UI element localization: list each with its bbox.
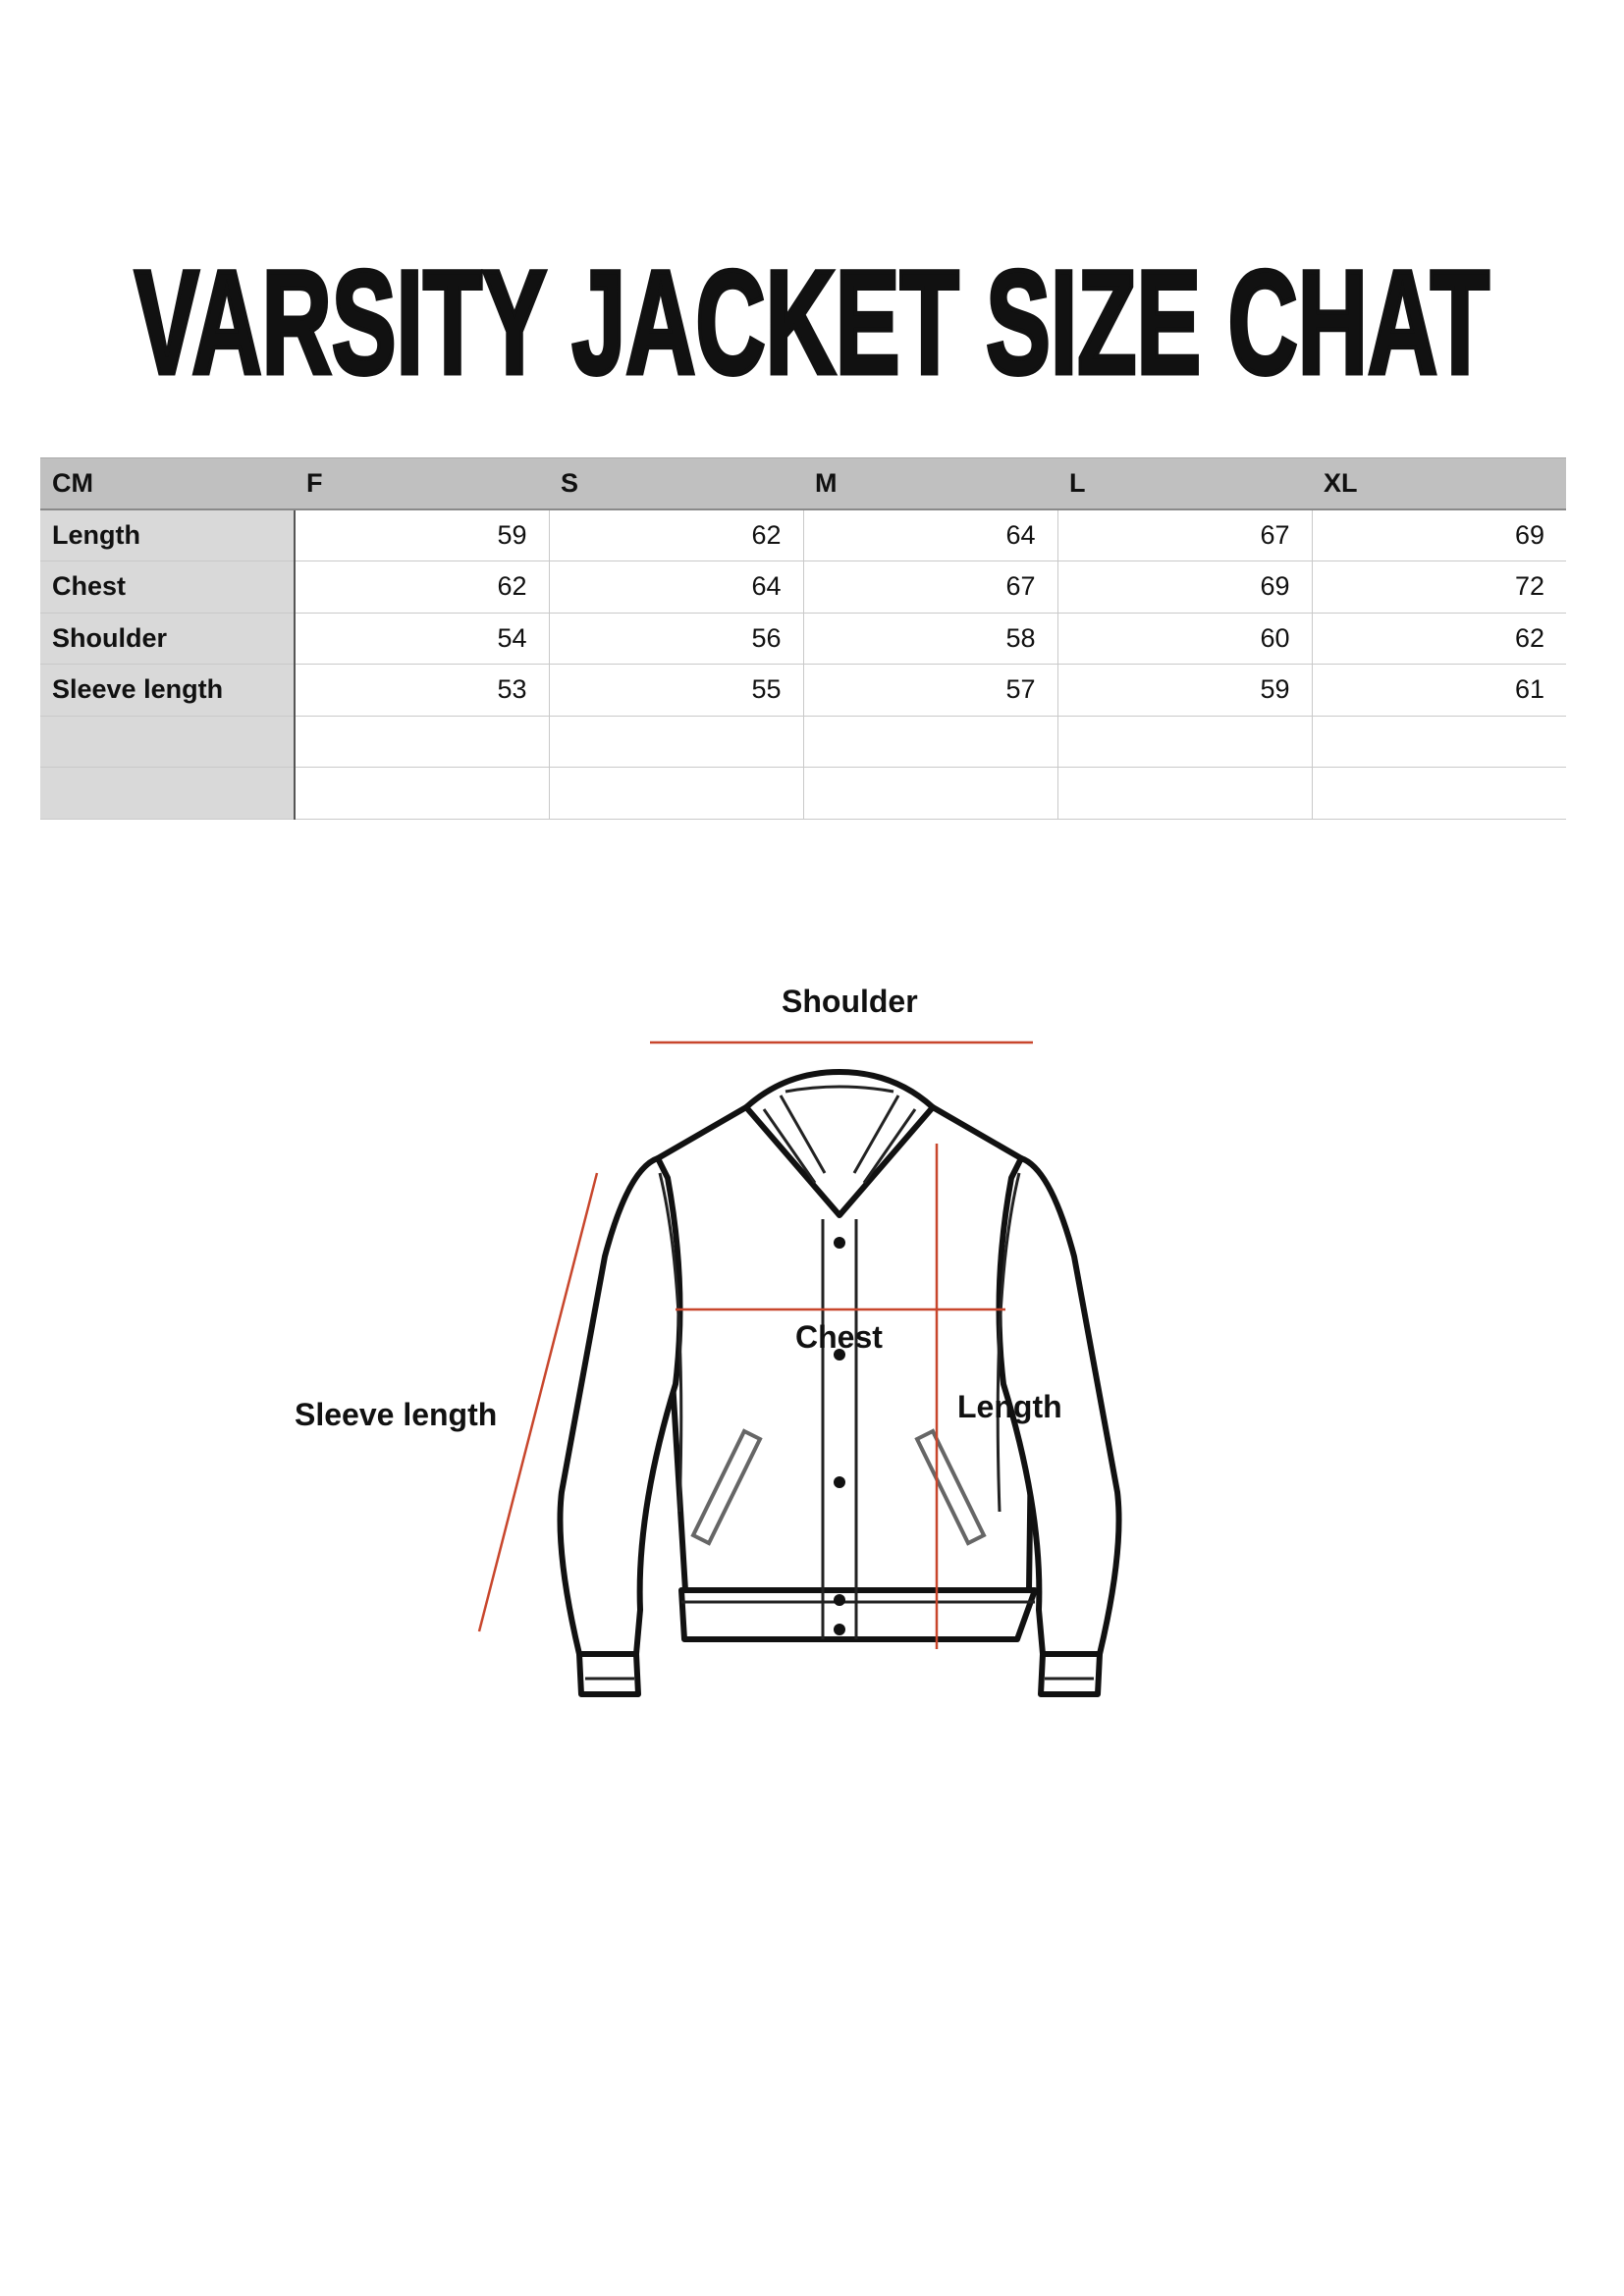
table-cell: 64 (549, 561, 803, 614)
size-table-header-row (40, 458, 1566, 510)
header-size-m: M (803, 458, 1057, 510)
table-cell: 62 (1312, 613, 1566, 665)
table-cell: 67 (803, 561, 1057, 614)
row-label (40, 768, 295, 820)
table-cell: 62 (295, 561, 549, 614)
header-unit: CM (40, 458, 295, 510)
chest-label: Chest (795, 1319, 883, 1355)
table-cell: 67 (1057, 509, 1312, 561)
header-size-s: S (549, 458, 803, 510)
table-row (40, 665, 1566, 717)
page-title-graphic (0, 245, 1624, 393)
row-label: Chest (40, 561, 295, 614)
table-cell (549, 716, 803, 768)
table-cell: 56 (549, 613, 803, 665)
size-table (40, 457, 1566, 820)
table-cell: 62 (549, 509, 803, 561)
table-cell: 61 (1312, 665, 1566, 717)
table-cell (803, 768, 1057, 820)
table-row (40, 509, 1566, 561)
table-row (40, 768, 1566, 820)
table-cell: 72 (1312, 561, 1566, 614)
jacket-waistband (681, 1590, 1035, 1639)
row-label: Length (40, 509, 295, 561)
table-row (40, 716, 1566, 768)
jacket-right-cuff (1041, 1654, 1100, 1694)
table-cell: 58 (803, 613, 1057, 665)
table-cell (1312, 768, 1566, 820)
table-cell: 55 (549, 665, 803, 717)
row-label: Sleeve length (40, 665, 295, 717)
table-cell: 64 (803, 509, 1057, 561)
table-cell: 69 (1057, 561, 1312, 614)
table-cell: 57 (803, 665, 1057, 717)
jacket-measurement-diagram (0, 962, 1624, 1728)
header-size-xl: XL (1312, 458, 1566, 510)
table-cell: 69 (1312, 509, 1566, 561)
sleeve-length-label: Sleeve length (295, 1397, 498, 1432)
table-cell: 59 (295, 509, 549, 561)
table-cell (1057, 716, 1312, 768)
table-row (40, 613, 1566, 665)
length-label: Length (957, 1389, 1062, 1424)
table-cell (295, 716, 549, 768)
table-cell (295, 768, 549, 820)
table-cell (1057, 768, 1312, 820)
shoulder-label: Shoulder (782, 984, 918, 1019)
jacket-left-cuff (579, 1654, 638, 1694)
row-label: Shoulder (40, 613, 295, 665)
header-size-l: L (1057, 458, 1312, 510)
table-cell (803, 716, 1057, 768)
table-cell: 53 (295, 665, 549, 717)
table-cell: 59 (1057, 665, 1312, 717)
page-title (0, 245, 1624, 393)
row-label (40, 716, 295, 768)
jacket-left-sleeve (560, 1158, 679, 1654)
table-row (40, 561, 1566, 614)
table-cell: 54 (295, 613, 549, 665)
page-title-text: VARSITY JACKET SIZE CHAT (135, 245, 1489, 393)
table-cell (549, 768, 803, 820)
table-cell: 60 (1057, 613, 1312, 665)
header-size-f: F (295, 458, 549, 510)
table-cell (1312, 716, 1566, 768)
